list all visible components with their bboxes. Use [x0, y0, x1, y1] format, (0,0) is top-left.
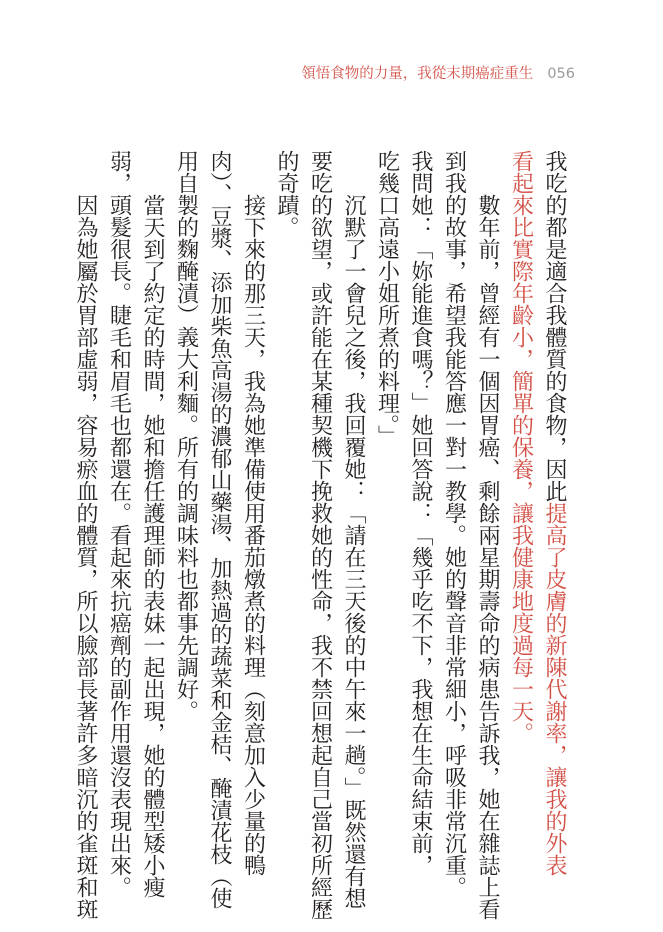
running-header	[301, 62, 575, 83]
text-segment: 我吃的都是適合我體質的食物，因此	[542, 150, 567, 502]
highlighted-text: 看起來比實際年齡小，簡單的保養，讓我健康地度過每一天。	[508, 150, 534, 744]
text-column	[538, 150, 572, 890]
text-column: 吃幾口高遠小姐所煮的料理。」	[374, 150, 400, 447]
text-column: 接下來的那三天，我為她準備使用番茄燉煮的料理（刻意加入少量的鴨	[240, 194, 266, 876]
text-column: 沉默了一會兒之後，我回覆她：「請在三天後的中午來一趟。」既然還有想	[341, 194, 366, 909]
vertical-text-body	[69, 150, 572, 920]
text-column: 要吃的欲望，或許能在某種契機下挽救她的性命，我不禁回想起自己當初所經歷	[307, 150, 333, 920]
text-column	[504, 150, 538, 890]
text-column: 弱，頭髮很長。睫毛和眉毛也都還在。看起來抗癌劑的副作用還沒表現出來。	[106, 150, 132, 898]
highlighted-text: 提高了皮膚的新陳代謝率，讓我的外表	[542, 502, 567, 876]
text-column: 的奇蹟。	[274, 150, 299, 238]
text-column: 用自製的麴醃漬）義大利麵。所有的調味料也都事先調好。	[173, 150, 199, 722]
text-column: 因為她屬於胃部虛弱，容易瘀血的體質，所以臉部長著許多暗沉的雀斑和斑	[73, 194, 98, 920]
text-column: 我問她：「妳能進食嗎？」她回答說：「幾乎吃不下，我想在生命結束前，	[408, 150, 433, 876]
running-title: 領悟食物的力量，我從末期癌症重生	[301, 66, 534, 82]
text-column: 數年前，曾經有一個因胃癌、剩餘兩星期壽命的病患告訴我，她在雜誌上看	[475, 194, 500, 920]
page-number: 056	[547, 66, 575, 82]
text-column: 肉）、豆漿、添加柴魚高湯的濃郁山藥湯、加熱過的蔬菜和金桔、醃漬花枝（使	[207, 150, 232, 909]
text-column: 當天到了約定的時間，她和擔任護理師的表妹一起出現，她的體型矮小瘦	[140, 194, 165, 898]
text-column: 到我的故事，希望我能答應一對一教學。她的聲音非常細小，呼吸非常沉重。	[441, 150, 467, 898]
